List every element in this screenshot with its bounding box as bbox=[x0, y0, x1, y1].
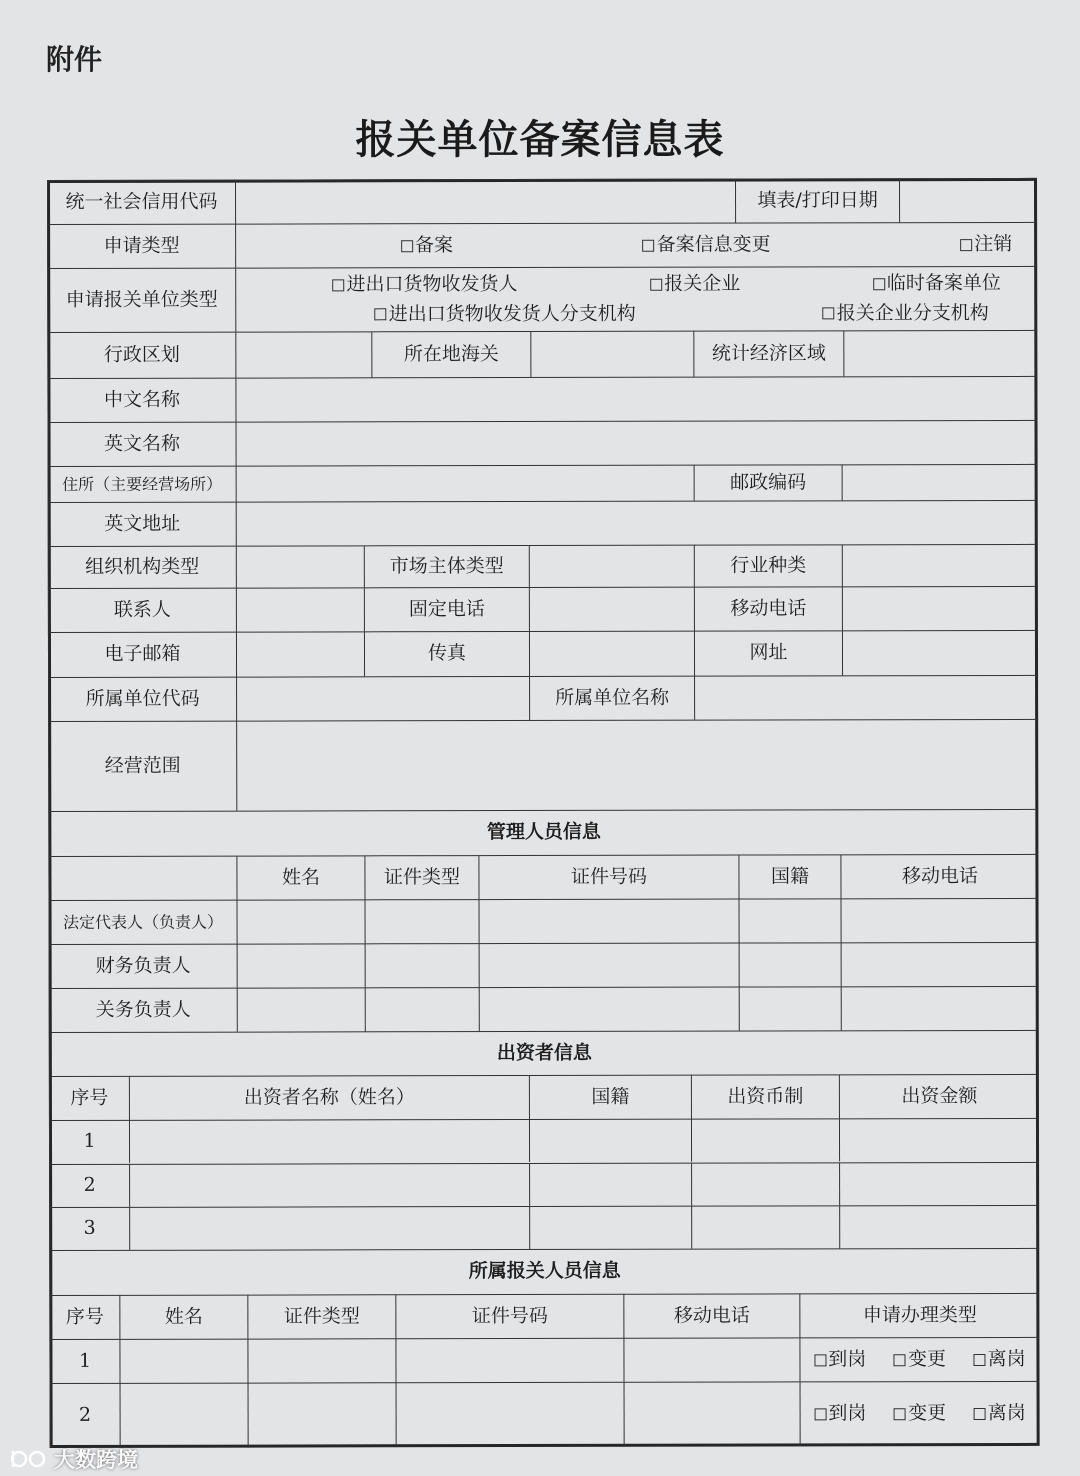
management-role-label: 法定代表人（负责人） bbox=[49, 900, 237, 944]
brokers-header-1: 姓名 bbox=[119, 1295, 247, 1339]
broker-cell[interactable] bbox=[119, 1339, 247, 1383]
management-cell[interactable] bbox=[841, 986, 1039, 1030]
investor-cell[interactable] bbox=[839, 1118, 1039, 1161]
form-title: 报关单位备案信息表 bbox=[355, 116, 725, 163]
economic-zone-field[interactable] bbox=[843, 330, 1037, 376]
postcode-field[interactable] bbox=[842, 464, 1038, 500]
investors-header-3: 出资币制 bbox=[691, 1074, 839, 1118]
investor-cell[interactable] bbox=[691, 1205, 839, 1248]
checkbox-icon[interactable] bbox=[960, 239, 972, 251]
chinese-name-label: 中文名称 bbox=[47, 378, 235, 422]
org-type-label: 组织机构类型 bbox=[48, 546, 236, 588]
investors-header-2: 国籍 bbox=[529, 1075, 691, 1119]
economic-zone-label: 统计经济区域 bbox=[693, 330, 843, 376]
contact-label: 联系人 bbox=[48, 588, 236, 632]
email-label: 电子邮箱 bbox=[48, 632, 236, 677]
industry-label: 行业种类 bbox=[694, 544, 842, 586]
apply-type-cancel-option-label: 注销 bbox=[974, 232, 1013, 255]
investor-row-number: 1 bbox=[49, 1120, 129, 1163]
watermark bbox=[10, 1444, 138, 1474]
checkbox-icon[interactable] bbox=[873, 278, 885, 290]
checkbox-icon[interactable] bbox=[894, 1354, 906, 1366]
mobile-label: 移动电话 bbox=[694, 586, 842, 630]
customs-label: 所在地海关 bbox=[371, 331, 530, 377]
broker-leave-option-label: 离岗 bbox=[987, 1402, 1026, 1425]
management-header-5: 移动电话 bbox=[840, 854, 1038, 898]
investor-cell[interactable] bbox=[691, 1118, 839, 1161]
option-line bbox=[801, 1402, 1040, 1426]
broker-action-options bbox=[799, 1337, 1039, 1382]
unit-type-broker-option[interactable] bbox=[650, 272, 740, 296]
investors-header-1: 出资者名称（姓名） bbox=[129, 1075, 529, 1120]
website-label: 网址 bbox=[694, 630, 842, 675]
investor-row-number: 2 bbox=[49, 1164, 129, 1207]
unit-type-consignee-option-label: 进出口货物收发货人 bbox=[346, 272, 518, 296]
checkbox-icon[interactable] bbox=[333, 279, 345, 291]
broker-cell[interactable] bbox=[624, 1381, 800, 1446]
investor-cell[interactable] bbox=[129, 1206, 529, 1250]
region-field[interactable] bbox=[235, 331, 371, 377]
checkbox-icon[interactable] bbox=[823, 308, 835, 320]
investor-cell[interactable] bbox=[839, 1162, 1039, 1205]
english-name-label: 英文名称 bbox=[48, 422, 236, 466]
org-type-field[interactable] bbox=[236, 545, 364, 587]
broker-cell[interactable] bbox=[396, 1382, 624, 1447]
option-line bbox=[800, 1348, 1039, 1372]
management-header-0 bbox=[48, 856, 236, 900]
broker-cell[interactable] bbox=[247, 1338, 395, 1382]
english-name-field[interactable] bbox=[236, 420, 1038, 466]
checkbox-icon[interactable] bbox=[974, 1408, 986, 1420]
management-role-label: 关务负责人 bbox=[49, 988, 237, 1032]
management-cell[interactable] bbox=[237, 987, 365, 1031]
investor-cell[interactable] bbox=[129, 1163, 529, 1207]
option-line bbox=[191, 301, 1080, 327]
watermark-text: 大数跨境 bbox=[54, 1448, 138, 1472]
chinese-name-field[interactable] bbox=[235, 376, 1037, 422]
unit-type-broker-option-label: 报关企业 bbox=[664, 272, 741, 295]
broker-cell[interactable] bbox=[623, 1337, 799, 1381]
unit-type-label: 申请报关单位类型 bbox=[47, 268, 235, 332]
broker-leave-option[interactable] bbox=[974, 1402, 1026, 1426]
investor-cell[interactable] bbox=[529, 1119, 691, 1162]
parent-name-label: 所属单位名称 bbox=[529, 676, 694, 720]
management-header-1: 姓名 bbox=[236, 855, 364, 899]
english-address-field[interactable] bbox=[236, 500, 1038, 546]
broker-onboard-option-label: 到岗 bbox=[828, 1402, 867, 1425]
fax-label: 传真 bbox=[364, 631, 529, 676]
attachment-label: 附件 bbox=[46, 43, 103, 76]
apply-type-label: 申请类型 bbox=[47, 224, 235, 268]
landline-field[interactable] bbox=[529, 587, 694, 631]
parent-code-label: 所属单位代码 bbox=[48, 677, 236, 721]
option-line bbox=[206, 272, 1067, 298]
management-cell[interactable] bbox=[365, 987, 479, 1031]
checkbox-icon[interactable] bbox=[814, 1354, 826, 1366]
website-field[interactable] bbox=[842, 630, 1038, 675]
market-type-label: 市场主体类型 bbox=[364, 545, 529, 587]
unit-type-consignee-option[interactable] bbox=[333, 273, 518, 297]
english-address-label: 英文地址 bbox=[48, 502, 236, 546]
fill-date-label: 填表/打印日期 bbox=[735, 178, 899, 222]
registration-form-table bbox=[47, 178, 1040, 1448]
brokers-header-3: 证件号码 bbox=[395, 1294, 623, 1338]
landline-label: 固定电话 bbox=[364, 587, 529, 631]
apply-type-change-option[interactable] bbox=[643, 233, 771, 257]
broker-leave-option-label: 离岗 bbox=[987, 1347, 1026, 1370]
customs-field[interactable] bbox=[530, 331, 693, 377]
apply-type-record-option-label: 备案 bbox=[414, 233, 453, 256]
investor-cell[interactable] bbox=[129, 1119, 529, 1163]
postcode-label: 邮政编码 bbox=[694, 464, 842, 500]
watermark-logo-icon bbox=[10, 1448, 48, 1470]
investors-header-0: 序号 bbox=[49, 1076, 129, 1120]
management-cell[interactable] bbox=[479, 987, 739, 1032]
broker-change-option-label: 变更 bbox=[908, 1402, 947, 1425]
management-cell[interactable] bbox=[365, 943, 479, 987]
broker-leave-option[interactable] bbox=[974, 1348, 1026, 1372]
broker-change-option-label: 变更 bbox=[907, 1347, 946, 1370]
broker-cell[interactable] bbox=[395, 1338, 623, 1382]
unit-type-temporary-option-label: 临时备案单位 bbox=[886, 271, 1001, 294]
unit-type-consignee-branch-option-label: 进出口货物收发货人分支机构 bbox=[388, 302, 636, 325]
brokers-header-5: 申请办理类型 bbox=[799, 1293, 1039, 1338]
brokers-header-2: 证件类型 bbox=[247, 1294, 395, 1338]
unit-type-temporary-option[interactable] bbox=[873, 272, 1001, 296]
checkbox-icon[interactable] bbox=[814, 1408, 826, 1420]
apply-type-options bbox=[235, 222, 1037, 268]
unit-type-broker-branch-option[interactable] bbox=[823, 302, 989, 326]
unit-type-broker-branch-option-label: 报关企业分支机构 bbox=[836, 301, 989, 324]
management-header-4: 国籍 bbox=[738, 854, 840, 898]
investors-section-title: 出资者信息 bbox=[49, 1030, 1039, 1076]
apply-type-record-option[interactable] bbox=[401, 234, 453, 258]
credit-code-label: 统一社会信用代码 bbox=[47, 180, 235, 224]
contact-field[interactable] bbox=[236, 587, 364, 631]
mobile-field[interactable] bbox=[842, 586, 1038, 630]
investor-cell[interactable] bbox=[691, 1162, 839, 1205]
broker-change-option[interactable] bbox=[894, 1348, 946, 1372]
investor-cell[interactable] bbox=[529, 1206, 691, 1249]
broker-row-number: 1 bbox=[49, 1339, 119, 1383]
checkbox-icon[interactable] bbox=[974, 1354, 986, 1366]
market-type-field[interactable] bbox=[529, 545, 694, 587]
brokers-header-0: 序号 bbox=[49, 1295, 119, 1339]
management-cell[interactable] bbox=[739, 942, 841, 986]
broker-onboard-option[interactable] bbox=[814, 1402, 866, 1426]
unit-type-consignee-branch-option[interactable] bbox=[375, 302, 636, 326]
broker-cell[interactable] bbox=[248, 1382, 396, 1447]
broker-change-option[interactable] bbox=[894, 1402, 946, 1426]
management-header-2: 证件类型 bbox=[364, 855, 478, 899]
management-header-3: 证件号码 bbox=[478, 855, 738, 900]
checkbox-icon[interactable] bbox=[401, 240, 413, 252]
investor-cell[interactable] bbox=[839, 1205, 1039, 1248]
region-label: 行政区划 bbox=[47, 332, 235, 378]
management-cell[interactable] bbox=[365, 899, 479, 943]
management-cell[interactable] bbox=[237, 943, 365, 987]
unit-type-options bbox=[235, 266, 1037, 332]
email-field[interactable] bbox=[236, 631, 364, 676]
checkbox-icon[interactable] bbox=[650, 278, 662, 290]
fax-field[interactable] bbox=[529, 631, 694, 676]
industry-field[interactable] bbox=[842, 544, 1038, 586]
management-cell[interactable] bbox=[739, 986, 841, 1030]
checkbox-icon[interactable] bbox=[375, 309, 387, 321]
management-cell[interactable] bbox=[237, 899, 365, 943]
checkbox-icon[interactable] bbox=[894, 1408, 906, 1420]
fill-date-field[interactable] bbox=[899, 178, 1037, 222]
management-cell[interactable] bbox=[739, 898, 841, 942]
credit-code-field[interactable] bbox=[235, 179, 735, 224]
management-section-title: 管理人员信息 bbox=[48, 809, 1038, 856]
apply-type-change-option-label: 备案信息变更 bbox=[656, 233, 771, 256]
address-field[interactable] bbox=[236, 465, 694, 502]
broker-action-options bbox=[800, 1381, 1040, 1447]
brokers-section-title: 所属报关人员信息 bbox=[49, 1248, 1039, 1295]
broker-onboard-option-label: 到岗 bbox=[828, 1347, 867, 1370]
parent-name-field[interactable] bbox=[694, 675, 1038, 720]
broker-onboard-option[interactable] bbox=[814, 1348, 866, 1372]
management-cell[interactable] bbox=[841, 898, 1039, 942]
investors-header-4: 出资金额 bbox=[839, 1074, 1039, 1118]
management-cell[interactable] bbox=[479, 943, 739, 988]
brokers-header-4: 移动电话 bbox=[623, 1293, 799, 1337]
business-scope-label: 经营范围 bbox=[48, 721, 236, 811]
apply-type-cancel-option[interactable] bbox=[960, 233, 1012, 257]
broker-cell[interactable] bbox=[120, 1383, 248, 1448]
investor-row-number: 3 bbox=[49, 1207, 129, 1250]
checkbox-icon[interactable] bbox=[643, 239, 655, 251]
broker-row-number: 2 bbox=[50, 1383, 120, 1448]
address-label: 住所（主要经营场所） bbox=[48, 466, 236, 502]
business-scope-field[interactable] bbox=[236, 719, 1038, 811]
management-cell[interactable] bbox=[841, 942, 1039, 986]
option-line bbox=[166, 232, 1080, 258]
management-role-label: 财务负责人 bbox=[49, 944, 237, 988]
management-cell[interactable] bbox=[479, 899, 739, 944]
investor-cell[interactable] bbox=[529, 1163, 691, 1206]
parent-code-field[interactable] bbox=[236, 676, 529, 721]
